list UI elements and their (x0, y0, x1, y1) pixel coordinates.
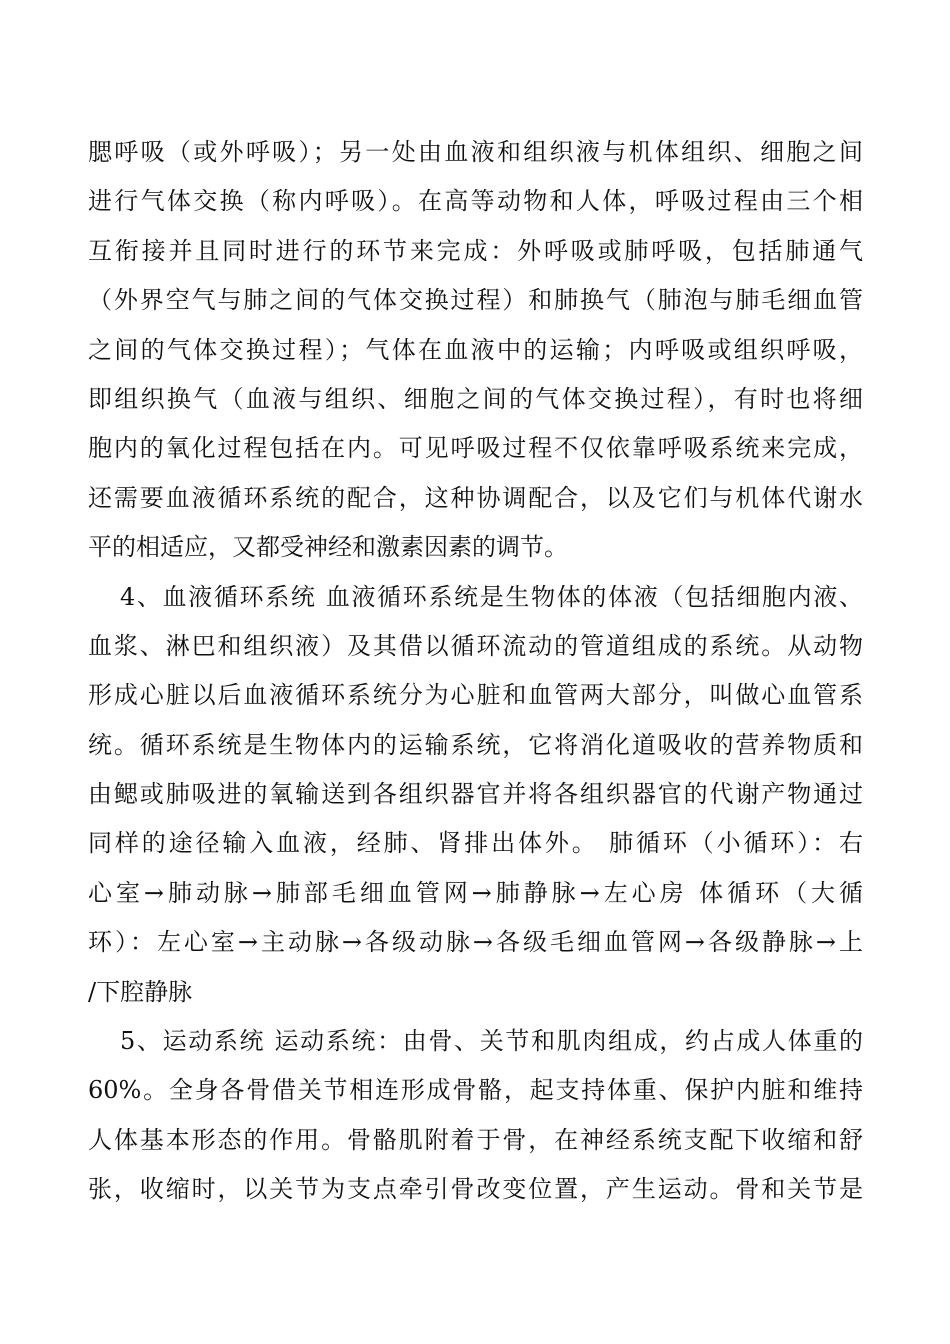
text-line: 进行气体交换（称内呼吸）。在高等动物和人体，呼吸过程由三个相 (88, 187, 863, 216)
text-line: 60%。全身各骨借关节相连形成骨骼，起支持体重、保护内脏和维持 (88, 1076, 863, 1105)
body-text (88, 128, 863, 1215)
text-line: 统。循环系统是生物体内的运输系统，它将消化道吸收的营养物质和 (88, 730, 863, 759)
text-line: 血浆、淋巴和组织液）及其借以循环流动的管道组成的系统。从动物 (88, 631, 863, 660)
text-line: 之间的气体交换过程）；气体在血液中的运输；内呼吸或组织呼吸， (88, 335, 863, 364)
text-line: 平的相适应，又都受神经和激素因素的调节。 (88, 533, 568, 562)
text-line: /下腔静脉 (88, 977, 193, 1006)
text-line: 4、血液循环系统 血液循环系统是生物体的体液（包括细胞内液、 (120, 582, 863, 611)
text-line: （外界空气与肺之间的气体交换过程）和肺换气（肺泡与肺毛细血管 (88, 286, 863, 315)
paragraph-circulatory-system (88, 573, 863, 1018)
text-line: 由鳃或肺吸进的氧输送到各组织器官并将各组织器官的代谢产物通过 (88, 780, 863, 809)
paragraph-respiration (88, 128, 863, 573)
text-line: 同样的途径输入血液，经肺、肾排出体外。 肺循环（小循环）：右 (88, 829, 863, 858)
text-line: 5、运动系统 运动系统：由骨、关节和肌肉组成，约占成人体重的 (120, 1027, 863, 1056)
text-line: 即组织换气（血液与组织、细胞之间的气体交换过程），有时也将细 (88, 384, 863, 413)
text-line: 腮呼吸（或外呼吸）；另一处由血液和组织液与机体组织、细胞之间 (88, 138, 863, 166)
text-line: 互衔接并且同时进行的环节来完成：外呼吸或肺呼吸，包括肺通气 (88, 236, 863, 265)
paragraph-motor-system (88, 1017, 863, 1215)
text-line: 还需要血液循环系统的配合，这种协调配合，以及它们与机体代谢水 (88, 483, 863, 512)
text-line: 人体基本形态的作用。骨骼肌附着于骨，在神经系统支配下收缩和舒 (88, 1125, 863, 1154)
text-line: 形成心脏以后血液循环系统分为心脏和血管两大部分，叫做心血管系 (88, 681, 863, 710)
text-line: 张，收缩时，以关节为支点牵引骨改变位置，产生运动。骨和关节是 (88, 1175, 863, 1204)
text-line: 胞内的氧化过程包括在内。可见呼吸过程不仅依靠呼吸系统来完成， (88, 434, 863, 463)
text-line: 心室→肺动脉→肺部毛细血管网→肺静脉→左心房 体循环（大循 (88, 878, 863, 907)
text-line: 环）：左心室→主动脉→各级动脉→各级毛细血管网→各级静脉→上 (88, 928, 863, 957)
